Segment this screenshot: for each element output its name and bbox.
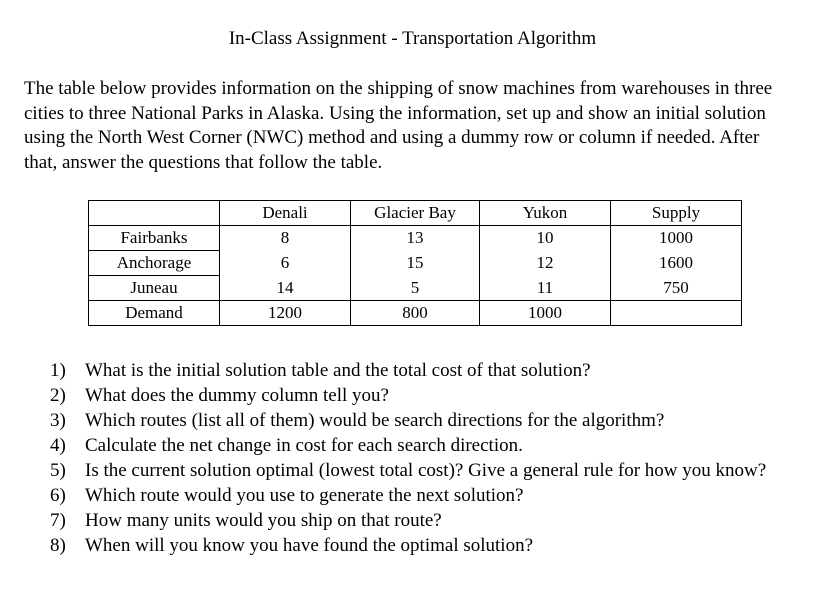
intro-line: The table below provides information on the shipping of snow machines from warehouses in three (24, 78, 773, 99)
list-item (50, 433, 766, 458)
question-text: What does the dummy column tell you? (85, 385, 389, 406)
list-item (50, 533, 766, 558)
questions-list (50, 358, 766, 558)
header-yukon: Yukon (480, 201, 611, 226)
header-glacier-bay: Glacier Bay (351, 201, 480, 226)
intro-paragraph (24, 77, 814, 175)
row-label-demand: Demand (89, 301, 220, 326)
row-label-juneau: Juneau (89, 276, 220, 301)
cost-cell: 5 (351, 276, 480, 301)
table-row (89, 276, 742, 301)
header-blank (89, 201, 220, 226)
question-number: 4) (50, 435, 66, 456)
list-item (50, 383, 766, 408)
list-item (50, 508, 766, 533)
row-label-fairbanks: Fairbanks (89, 226, 220, 251)
question-text: Calculate the net change in cost for each search direction. (85, 435, 523, 456)
question-number: 1) (50, 360, 66, 381)
cost-cell: 14 (220, 276, 351, 301)
intro-line: cities to three National Parks in Alaska. Using the information, set up and show an initial solution (24, 102, 766, 124)
question-text: Which route would you use to generate the next solution? (85, 485, 524, 506)
question-number: 5) (50, 460, 66, 481)
supply-cell: 1000 (611, 226, 742, 251)
list-item (50, 408, 766, 433)
question-number: 8) (50, 535, 66, 556)
demand-cell: 1000 (480, 301, 611, 326)
transportation-table (88, 200, 742, 326)
question-number: 2) (50, 385, 66, 406)
question-text: Which routes (list all of them) would be search directions for the algorithm? (85, 410, 665, 431)
intro-line: using the North West Corner (NWC) method and using a dummy row or column if needed. After (24, 127, 760, 148)
cost-cell: 11 (480, 276, 611, 301)
cost-cell: 13 (351, 226, 480, 251)
question-text: What is the initial solution table and the total cost of that solution? (85, 360, 591, 381)
cost-cell: 15 (351, 251, 480, 276)
demand-row (89, 301, 742, 326)
question-text: Is the current solution optimal (lowest total cost)? Give a general rule for how you know? (85, 460, 767, 481)
cost-cell: 10 (480, 226, 611, 251)
question-text: How many units would you ship on that route? (85, 510, 442, 531)
header-denali: Denali (220, 201, 351, 226)
question-text: When will you know you have found the optimal solution? (85, 535, 534, 556)
question-number: 6) (50, 485, 66, 506)
question-number: 3) (50, 410, 66, 431)
list-item (50, 483, 766, 508)
table-row (89, 226, 742, 251)
row-label-anchorage: Anchorage (89, 251, 220, 276)
demand-cell: 1200 (220, 301, 351, 326)
question-number: 7) (50, 510, 66, 531)
page-title: In-Class Assignment - Transportation Algorithm (228, 28, 597, 49)
demand-supply-blank (611, 301, 742, 326)
table-header-row (89, 201, 742, 226)
cost-cell: 12 (480, 251, 611, 276)
table-row (89, 251, 742, 276)
cost-cell: 8 (220, 226, 351, 251)
cost-cell: 6 (220, 251, 351, 276)
demand-cell: 800 (351, 301, 480, 326)
supply-cell: 750 (611, 276, 742, 301)
header-supply: Supply (611, 201, 742, 226)
list-item (50, 358, 766, 383)
supply-cell: 1600 (611, 251, 742, 276)
intro-line: that, answer the questions that follow the table. (24, 151, 383, 173)
list-item (50, 458, 766, 483)
